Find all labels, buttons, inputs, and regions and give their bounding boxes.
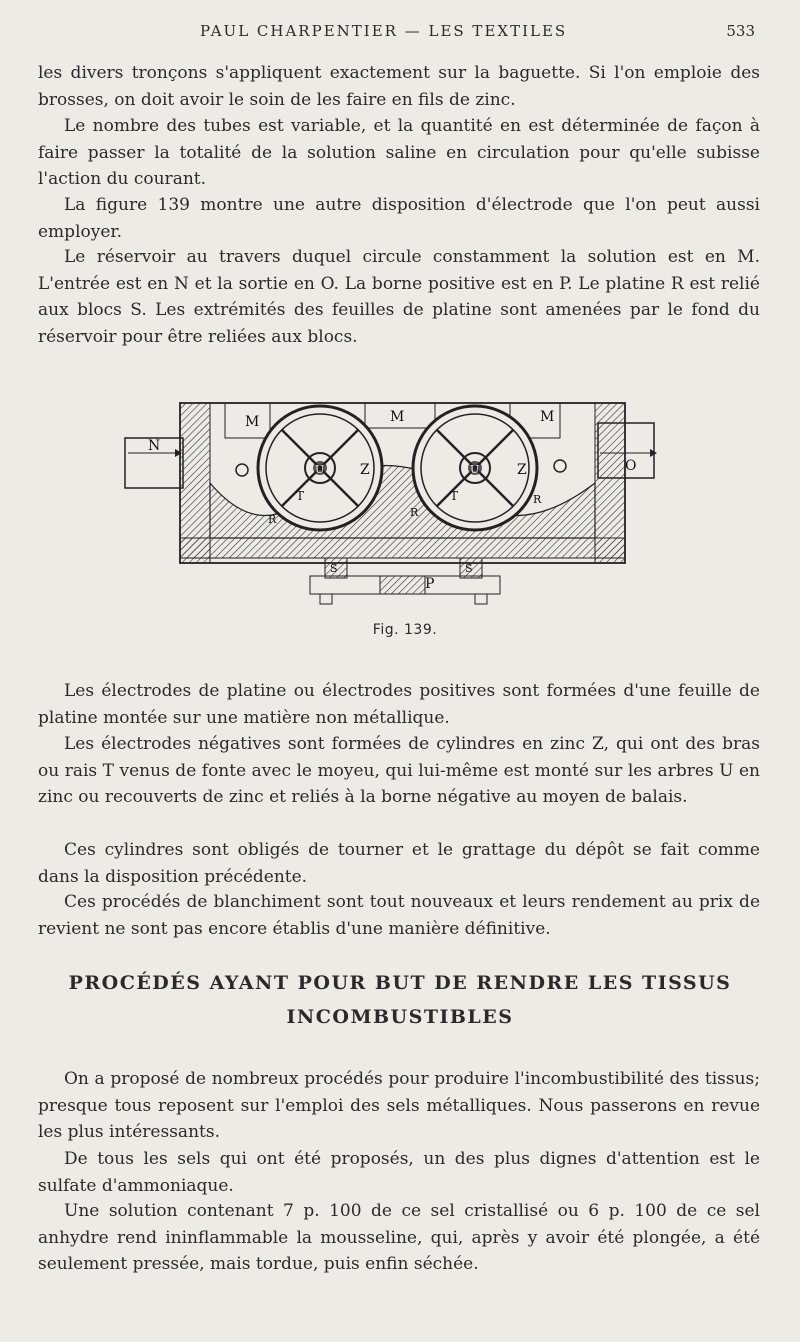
section-heading-line-1: PROCÉDÉS AYANT POUR BUT DE RENDRE LES TISSUS (68, 972, 732, 994)
paragraph-scraping: Ces cylindres sont obligés de tourner et le grattage du dépôt se fait comme dans la disposition précédente. (38, 840, 760, 887)
terminal-p (380, 576, 425, 594)
label-z-left: Z (360, 462, 370, 478)
label-s-right: S (465, 562, 473, 575)
reservoir-floor (180, 538, 625, 558)
left-brush (236, 464, 248, 476)
running-title: PAUL CHARPENTIER — LES TEXTILES (200, 22, 568, 40)
label-t-right: T (450, 489, 459, 503)
paragraph-incombustibility: On a proposé de nombreux procédés pour produire l'incombustibilité des tissus; presque tous reposent sur l'emploi des sels métalliques. Nous passerons en revue les plus intéressants. (38, 1069, 760, 1142)
paragraph-negative: Les électrodes négatives sont formées de cylindres en zinc Z, qui ont des bras ou rais T venus de fonte avec le moyeu, qui lui-même est monté sur les arbres U en zinc ou recouverts de zinc et reliés à la borne négative au moyen de balais. (38, 734, 760, 807)
label-z-right: Z (517, 462, 527, 478)
label-r-left: R (268, 513, 277, 526)
paragraph-brushes: les divers tronçons s'appliquent exactement sur la baguette. Si l'on emploie des brosses, on doit avoir le soin de les faire en fils de zinc. (38, 63, 760, 110)
label-r-center: R (410, 506, 419, 519)
label-m-right: M (540, 409, 555, 425)
paragraph-sulfate: De tous les sels qui ont été proposés, un des plus dignes d'attention est le sulfate d'ammoniaque. (38, 1149, 760, 1196)
label-u-left: U (315, 463, 325, 476)
label-t-left: T (296, 489, 305, 503)
section-heading-line-2: INCOMBUSTIBLES (286, 1006, 514, 1028)
electrode-diagram (120, 398, 660, 618)
paragraph-figure-ref: La figure 139 montre une autre disposition d'électrode que l'on peut aussi employer. (38, 195, 760, 242)
paragraph-solution: Une solution contenant 7 p. 100 de ce sel cristallisé ou 6 p. 100 de ce sel anhydre rend ininflammable la mousseline, qui, après y avoir été plongée, a été seulement pressée, mais tordue, puis enfin séchée. (38, 1201, 760, 1274)
figure-caption: Fig. 139. (372, 622, 438, 638)
label-s-left: S (330, 562, 338, 575)
left-nut (320, 594, 332, 604)
label-o: O (625, 458, 637, 474)
page-number: 533 (726, 22, 755, 40)
label-p: P (425, 576, 435, 592)
label-m-left: M (245, 414, 260, 430)
right-nut (475, 594, 487, 604)
page-header (40, 18, 755, 46)
label-m-center: M (390, 409, 405, 425)
paragraph-platinum: Les électrodes de platine ou électrodes positives sont formées d'une feuille de platine montée sur une matière non métallique. (38, 681, 760, 728)
right-brush (554, 460, 566, 472)
label-r-right: R (533, 493, 542, 506)
paragraph-reservoir: Le réservoir au travers duquel circule constamment la solution est en M. L'entrée est en N et la sortie en O. La borne positive est en P. Le platine R est relié aux blocs S. Les extrémités des feuilles de platine sont amenées par le fond du réservoir pour être reliées aux blocs. (38, 247, 760, 347)
paragraph-new-processes: Ces procédés de blanchiment sont tout nouveaux et leurs rendement au prix de revient ne sont pas encore établis d'une manière définitive. (38, 892, 760, 939)
label-u-right: U (470, 463, 480, 476)
electrode-figure (120, 398, 660, 618)
label-n: N (148, 438, 161, 454)
paragraph-tubes: Le nombre des tubes est variable, et la quantité en est déterminée de façon à faire passer la totalité de la solution saline en circulation pour qu'elle subisse l'action du courant. (38, 116, 760, 189)
